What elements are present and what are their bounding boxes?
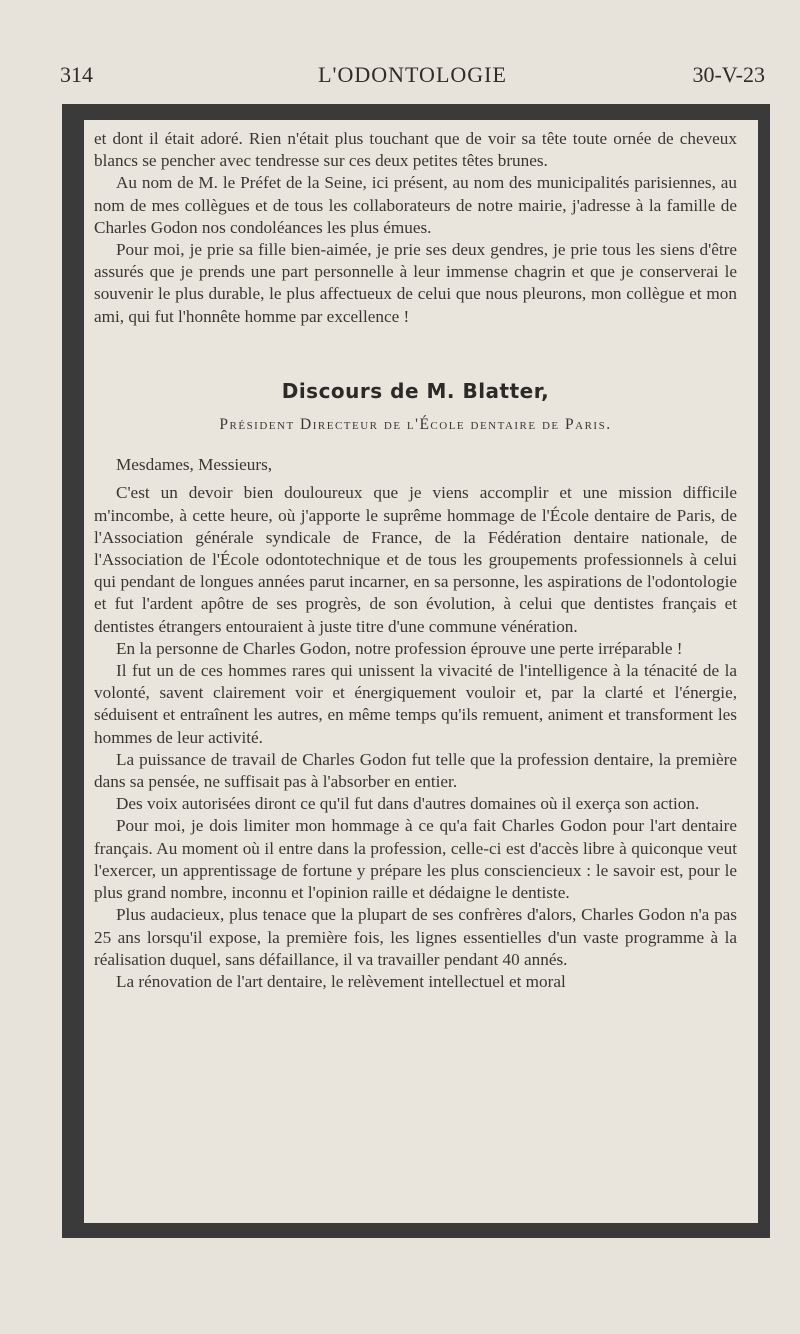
running-head: [60, 62, 765, 92]
paragraph: La puissance de travail de Charles Godon fut telle que la profession dentaire, la première dans sa pensée, ne suffisait pas à l'absorber en entier.: [94, 749, 737, 792]
article-body: [94, 128, 737, 993]
paragraph: En la personne de Charles Godon, notre profession éprouve une perte irréparable !: [116, 638, 683, 658]
paragraph: Pour moi, je prie sa fille bien-aimée, je prie ses deux gendres, je prie tous les siens d'être assurés que je prends une part personnelle à leur immense chagrin et que je conserverai le souvenir le plus durable, le plus affectueux de celui que nous pleurons, mon collègue et mon ami, qui fut l'honnête homme par excellence !: [94, 240, 737, 326]
paragraph: et dont il était adoré. Rien n'était plus touchant que de voir sa tête toute ornée de cheveux blancs se pencher avec tendresse sur ces deux petites têtes brunes.: [94, 129, 737, 171]
paragraph: Au nom de M. le Préfet de la Seine, ici présent, au nom des municipalités parisiennes, au nom de mes collègues et de tous les collaborateurs de notre mairie, j'adresse à la famille de Charles Godon nos condoléances les plus émues.: [94, 173, 737, 237]
speech-heading: Discours de M. Blatter,: [281, 378, 550, 403]
paragraph: C'est un devoir bien douloureux que je viens accomplir et une mission difficile m'incombe, à cette heure, où j'apporte le suprême hommage de l'École dentaire de Paris, de l'Association générale syndicale de France, de la Fédération dentaire nationale, de l'Association de l'École odontotechnique et de tous les groupements professionnels à celui qui pendant de longues années parut incarner, en sa personne, les aspirations de l'odontologie et fut l'ardent apôtre de ses progrès, de son évolution, à celui que dentistes français et dentistes étrangers entouraient à juste titre d'une commune vénération.: [94, 483, 737, 636]
page-number: 314: [60, 62, 93, 87]
paragraph: Des voix autorisées diront ce qu'il fut dans d'autres domaines où il exerça son action.: [116, 794, 700, 814]
issue-date: 30-V-23: [692, 62, 765, 87]
paragraph: Il fut un de ces hommes rares qui unissent la vivacité de l'intelligence à la ténacité de la volonté, savent clairement voir et énergiquement vouloir et, par la clarté et l'énergie, séduisent et entraînent les autres, en même temps qu'ils remuent, animent et transforment les hommes de leur activité.: [94, 661, 737, 747]
salutation: Mesdames, Messieurs,: [116, 455, 273, 475]
paragraph: Pour moi, je dois limiter mon hommage à ce qu'a fait Charles Godon pour l'art dentaire français. Au moment où il entre dans la profession, celle-ci est d'accès libre à quiconque veut l'exercer, un apprentissage de fortune y prépare les plus consciencieux : le savoir est, pour le plus grand nombre, inconnu et l'opinion raille et dédaigne le dentiste.: [94, 816, 737, 903]
paragraph: Plus audacieux, plus tenace que la plupart de ses confrères d'alors, Charles Godon n'a pas 25 ans lorsqu'il expose, la première fois, les lignes essentielles d'un vaste programme à la réalisation duquel, sans défaillance, il va travailler pendant 40 annés.: [94, 905, 737, 969]
paragraph: La rénovation de l'art dentaire, le relèvement intellectuel et moral: [116, 971, 566, 991]
journal-title: L'ODONTOLOGIE: [318, 62, 507, 87]
speaker-title: Président Directeur de l'École dentaire de Paris.: [219, 416, 612, 434]
